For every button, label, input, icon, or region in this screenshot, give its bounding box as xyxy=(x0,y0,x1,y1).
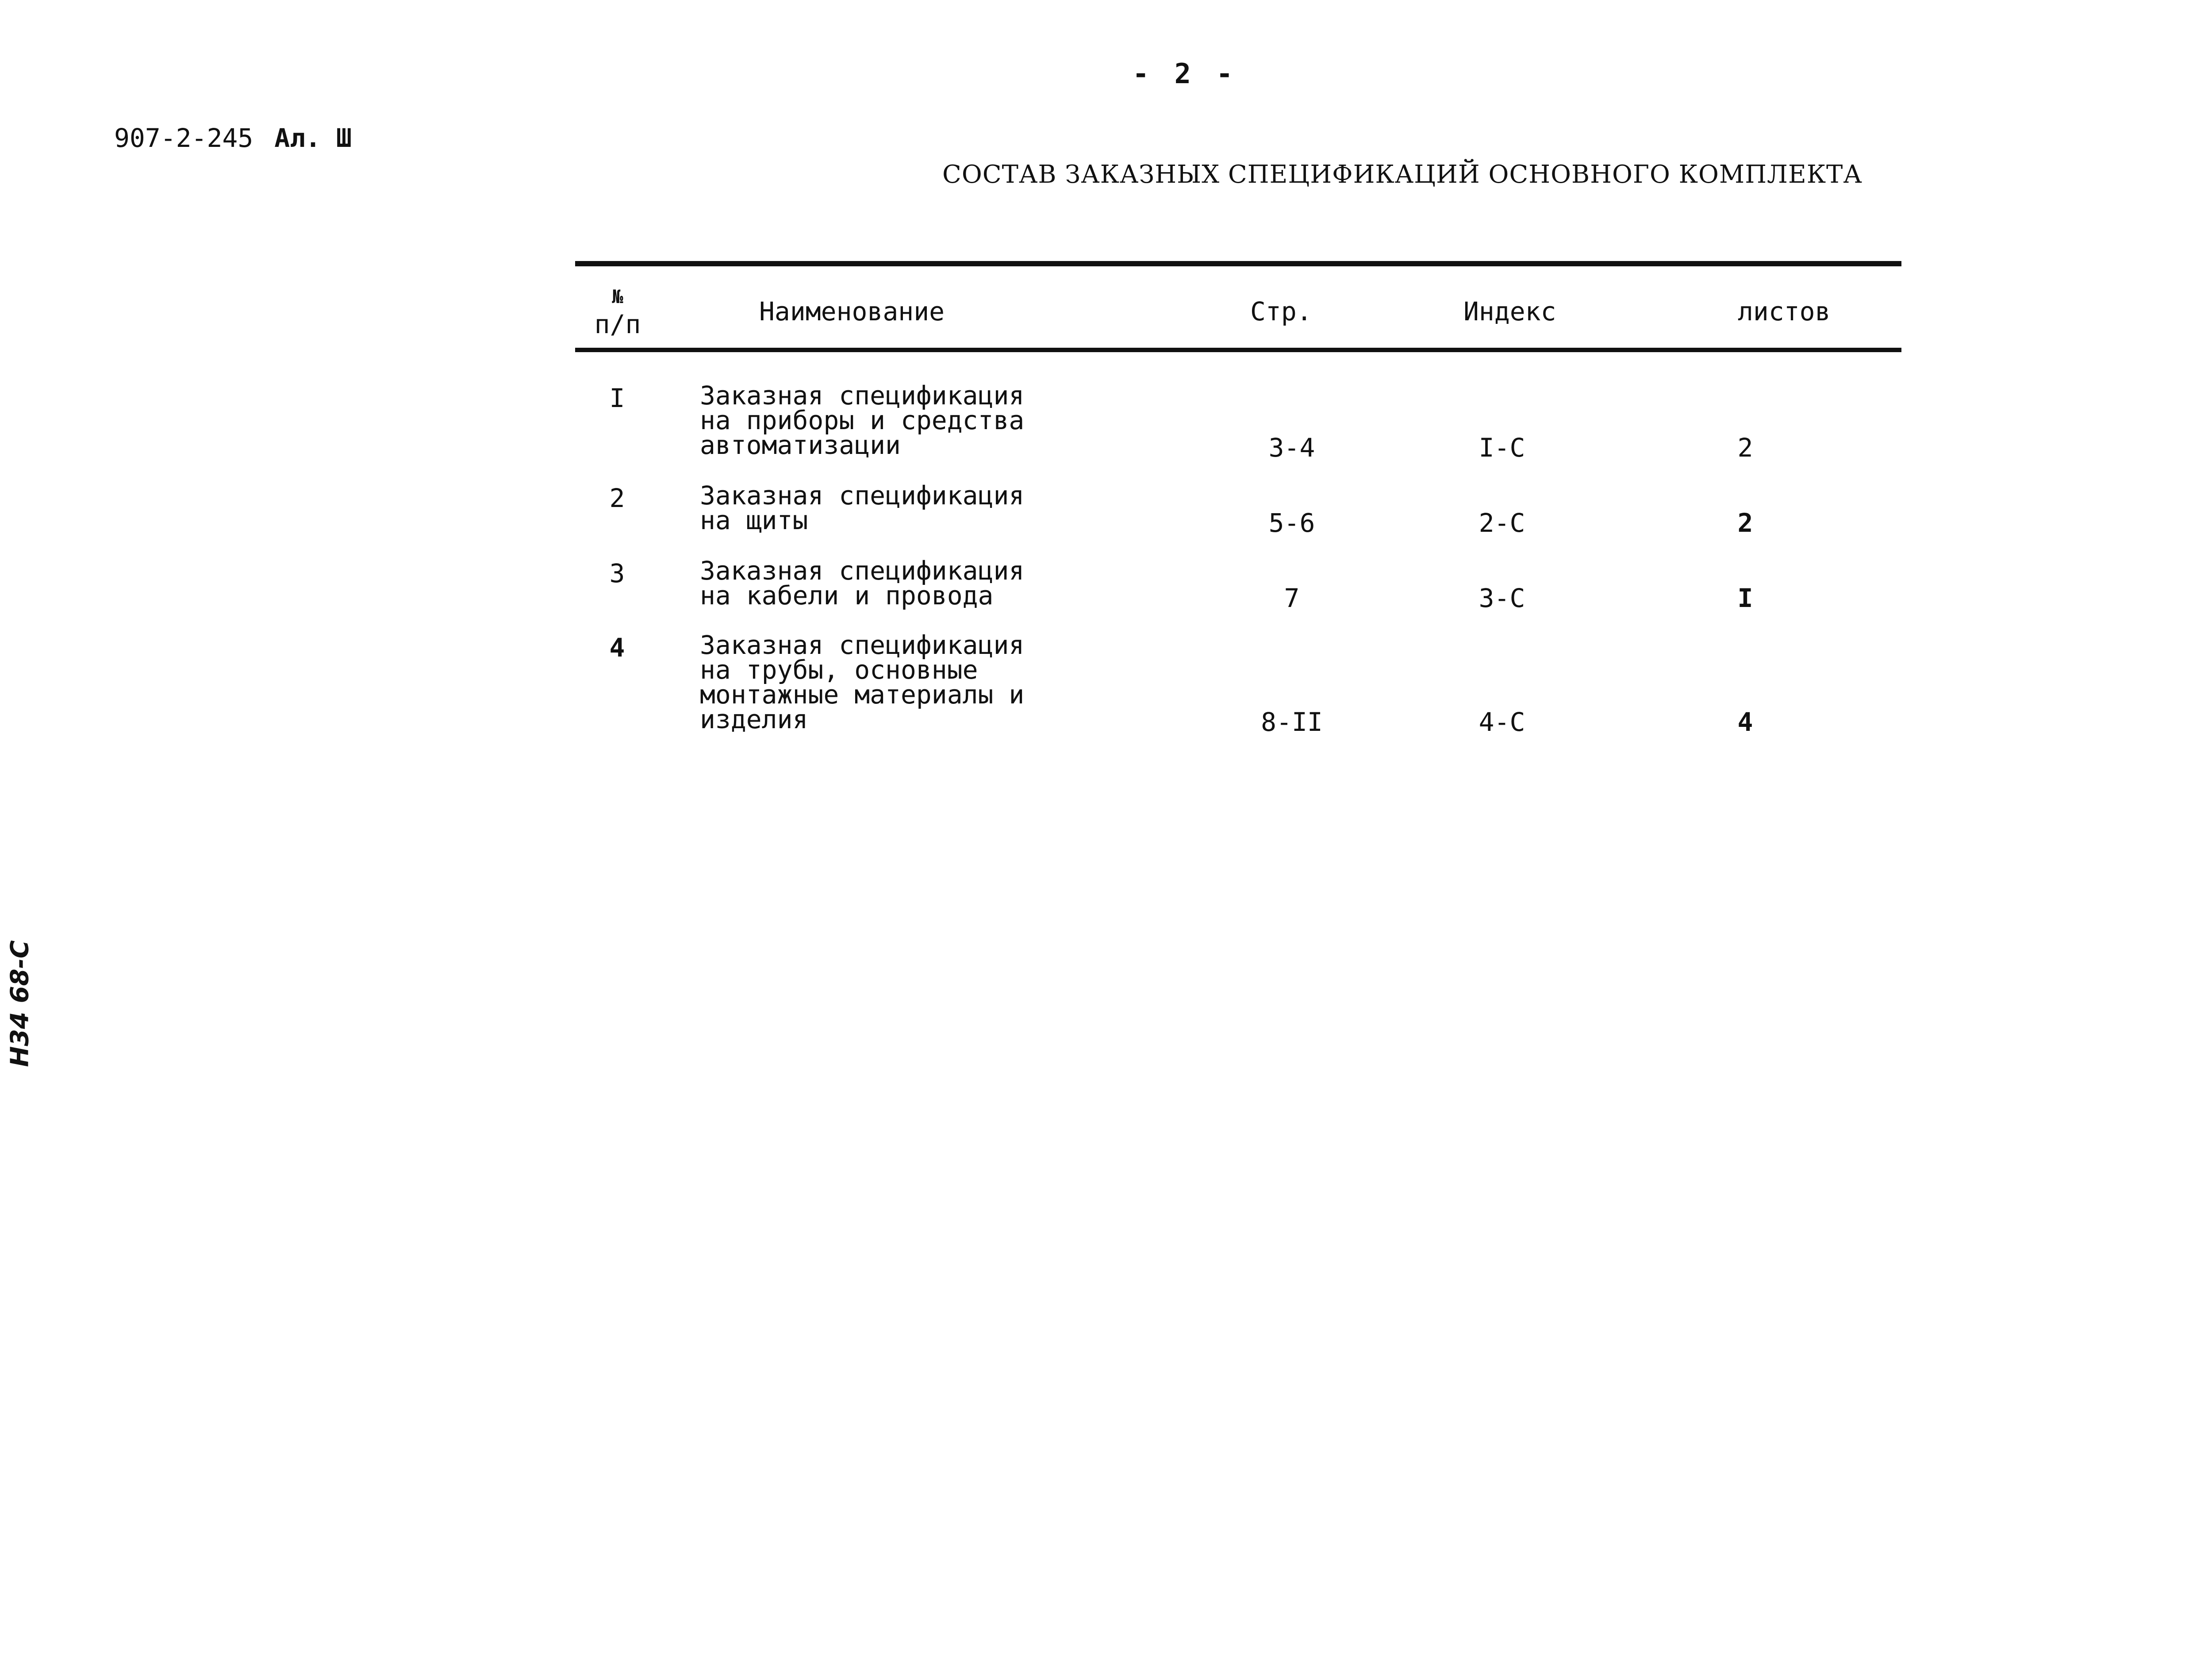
row-index: 4-С xyxy=(1479,707,1525,737)
row-sheets: 2 xyxy=(1737,433,1753,463)
row-index: 3-С xyxy=(1479,583,1525,613)
row-pages: 7 xyxy=(1284,583,1300,613)
number-sign: № xyxy=(612,286,623,307)
album-number: Ал. Ш xyxy=(274,123,352,153)
document-number: 907-2-245 xyxy=(114,123,253,153)
number-label: п/п xyxy=(594,309,641,339)
row-sheets: 4 xyxy=(1737,707,1753,737)
row-number: 3 xyxy=(609,558,625,588)
row-name: Заказная спецификация на приборы и средства автоматизации xyxy=(700,380,1025,460)
row-sheets: I xyxy=(1737,583,1753,613)
row-name: Заказная спецификация на трубы, основные монтажные материалы и изделия xyxy=(700,630,1025,734)
row-number: 4 xyxy=(609,633,625,663)
document-title: СОСТАВ ЗАКАЗНЫХ СПЕЦИФИКАЦИЙ ОСНОВНОГО КОМПЛЕКТА xyxy=(942,160,1863,189)
margin-stamp xyxy=(0,938,40,1071)
row-index: I-С xyxy=(1479,433,1525,463)
row-pages: 5-6 xyxy=(1268,508,1315,538)
column-header-index: Индекс xyxy=(1463,296,1556,326)
row-pages: 8-II xyxy=(1261,707,1323,737)
row-number: I xyxy=(609,383,625,413)
page-number: - 2 - xyxy=(1133,58,1237,90)
row-index: 2-С xyxy=(1479,508,1525,538)
column-header-sheets: листов xyxy=(1738,296,1831,326)
row-number: 2 xyxy=(609,483,625,513)
table-top-rule xyxy=(575,261,1901,266)
table-header-rule xyxy=(575,348,1901,352)
inventory-number: Н34 68-С xyxy=(5,940,35,1067)
row-pages: 3-4 xyxy=(1268,433,1315,463)
row-name: Заказная спецификация на кабели и провода xyxy=(700,556,1025,611)
document-code xyxy=(114,123,352,153)
row-sheets: 2 xyxy=(1737,508,1753,538)
column-header-number xyxy=(591,283,644,338)
column-header-pages: Стр. xyxy=(1250,296,1312,326)
column-header-name: Наименование xyxy=(759,296,945,326)
row-name: Заказная спецификация на щиты xyxy=(700,480,1025,535)
